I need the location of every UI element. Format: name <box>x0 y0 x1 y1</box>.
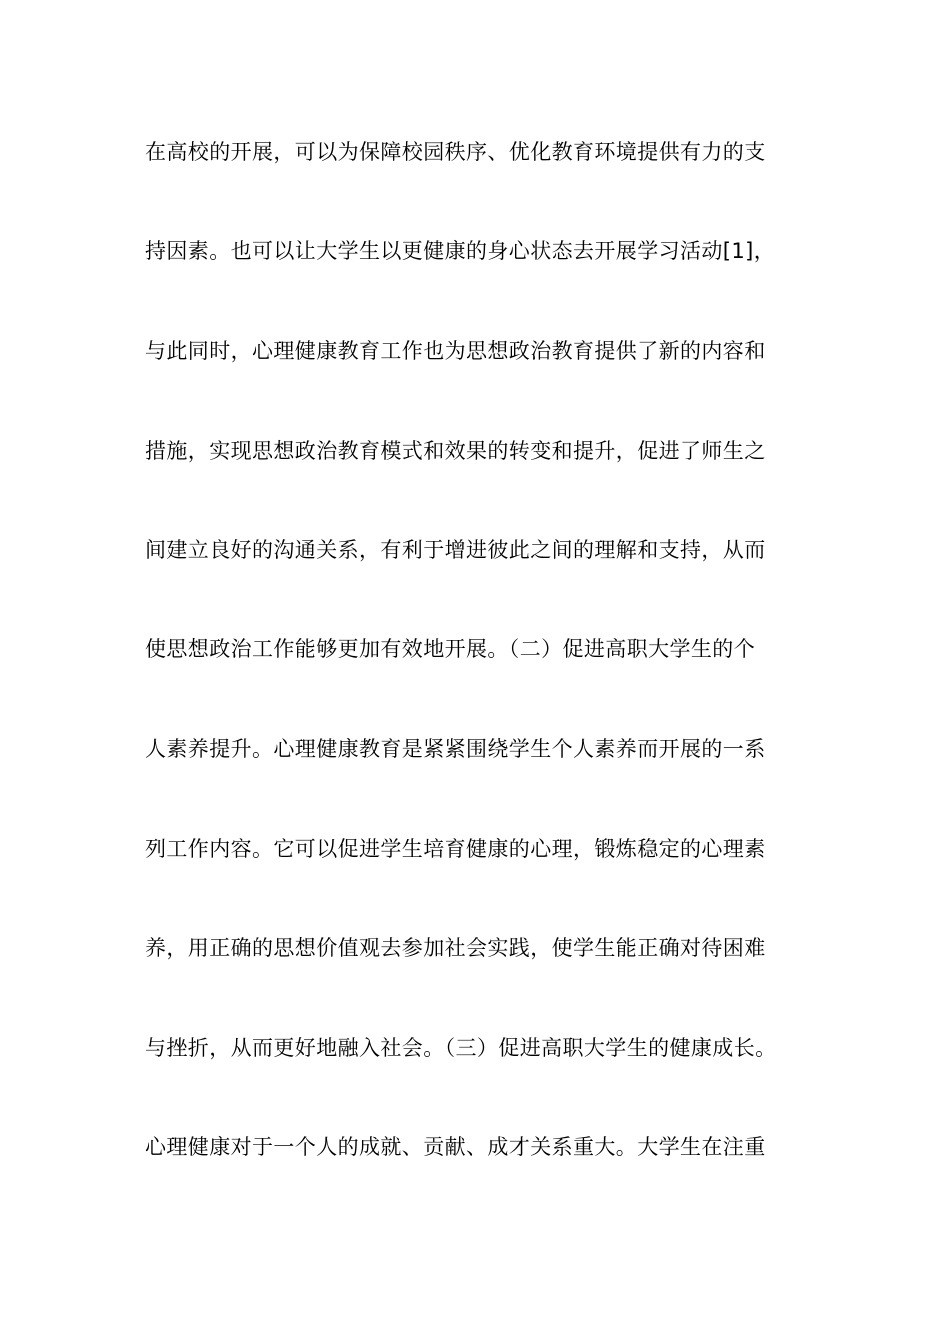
text-line-5: 间建立良好的沟通关系，有利于增进彼此之间的理解和支持，从而 <box>145 538 766 562</box>
text-line-8: 列工作内容。它可以促进学生培育健康的心理，锻炼稳定的心理素 <box>145 837 766 861</box>
text-line-7: 人素养提升。心理健康教育是紧紧围绕学生个人素养而开展的一系 <box>145 737 766 761</box>
text-line-3: 与此同时，心理健康教育工作也为思想政治教育提供了新的内容和 <box>145 339 766 363</box>
text-line-6: 使思想政治工作能够更加有效地开展。（二）促进高职大学生的个 <box>145 637 756 661</box>
text-line-2: 持因素。也可以让大学生以更健康的身心状态去开展学习活动[1]， <box>145 239 776 263</box>
text-line-1: 在高校的开展，可以为保障校园秩序、优化教育环境提供有力的支 <box>145 140 766 164</box>
text-line-11: 心理健康对于一个人的成就、贡献、成才关系重大。大学生在注重 <box>145 1135 766 1159</box>
text-line-4: 措施，实现思想政治教育模式和效果的转变和提升，促进了师生之 <box>145 439 766 463</box>
text-line-9: 养，用正确的思想价值观去参加社会实践，使学生能正确对待困难 <box>145 936 766 960</box>
text-line-10: 与挫折，从而更好地融入社会。（三）促进高职大学生的健康成长。 <box>145 1036 777 1060</box>
